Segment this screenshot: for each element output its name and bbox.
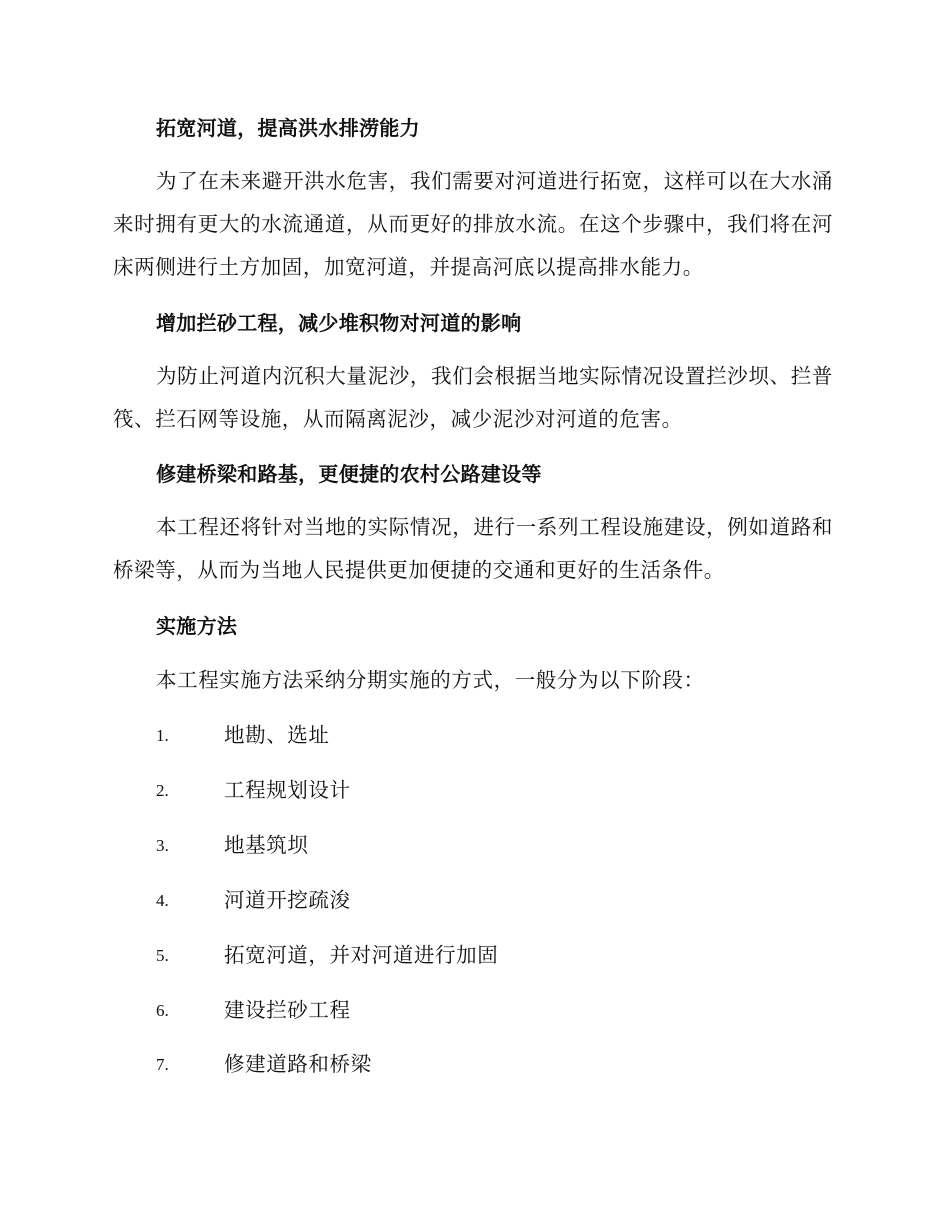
list-item-number: 5.: [156, 946, 169, 965]
section-heading-method: 实施方法: [156, 614, 238, 638]
list-item-number: 2.: [156, 781, 169, 800]
section-heading-bridges-roads: 修建桥梁和路基，更便捷的农村公路建设等: [156, 462, 542, 486]
section-body-widen-river: 为了在未来避开洪水危害，我们需要对河道进行拓宽，这样可以在大水涌来时拥有更大的水流通道，从而更好的排放水流。在这个步骤中，我们将在河床两侧进行土方加固，加宽河道，并提高河底以提高排水能力。: [113, 169, 833, 279]
section-body-bridges-roads: 本工程还将针对当地的实际情况，进行一系列工程设施建设，例如道路和桥梁等，从而为当地人民提供更加便捷的交通和更好的生活条件。: [113, 515, 833, 582]
list-item-number: 3.: [156, 836, 169, 855]
list-item-text: 建设拦砂工程: [224, 998, 351, 1022]
method-intro: 本工程实施方法采纳分期实施的方式，一般分为以下阶段：: [156, 668, 705, 692]
section-heading-widen-river: 拓宽河道，提高洪水排涝能力: [156, 116, 420, 140]
list-item-text: 拓宽河道，并对河道进行加固: [224, 943, 499, 967]
list-item-number: 4.: [156, 891, 169, 910]
list-item-text: 河道开挖疏浚: [224, 888, 351, 912]
list-item-number: 1.: [156, 726, 169, 745]
section-heading-sand-control: 增加拦砂工程，减少堆积物对河道的影响: [156, 311, 522, 335]
list-item-text: 地勘、选址: [224, 723, 330, 747]
section-body-sand-control: 为防止河道内沉积大量泥沙，我们会根据当地实际情况设置拦沙坝、拦普筏、拦石网等设施，从而隔离泥沙，减少泥沙对河道的危害。: [113, 364, 833, 431]
list-item-text: 修建道路和桥梁: [224, 1052, 372, 1076]
list-item-text: 地基筑坝: [224, 833, 309, 857]
list-item-number: 6.: [156, 1001, 169, 1020]
list-item-number: 7.: [156, 1055, 169, 1074]
list-item-text: 工程规划设计: [224, 778, 351, 802]
